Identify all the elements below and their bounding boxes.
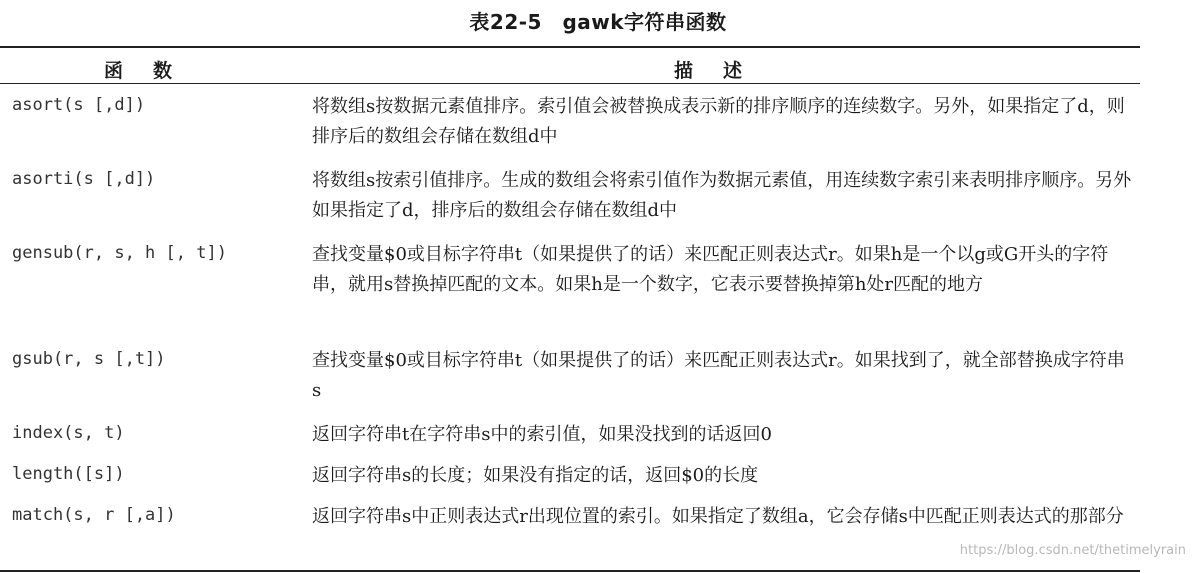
function-description: 返回字符串t在字符串s中的索引值，如果没找到的话返回0 xyxy=(312,424,772,445)
header-rule xyxy=(0,83,1140,84)
function-signature: asort(s [,d]) xyxy=(12,95,146,115)
function-description: 返回字符串s的长度；如果没有指定的话，返回$0的长度 xyxy=(312,465,759,486)
function-description: 返回字符串s中正则表达式r出现位置的索引。如果指定了数组a，它会存储s中匹配正则表达式的那部分 xyxy=(312,506,1124,527)
table-caption: 表22-5 gawk字符串函数 xyxy=(469,10,727,34)
watermark: https://blog.csdn.net/thetimelyrain xyxy=(959,543,1186,558)
header-description: 描述 xyxy=(674,60,773,82)
function-signature: index(s, t) xyxy=(12,423,125,443)
function-signature: gsub(r, s [,t]) xyxy=(12,349,166,369)
bottom-rule xyxy=(0,570,1140,572)
function-signature: length([s]) xyxy=(12,464,125,484)
function-description: 将数组s按数据元素值排序。索引值会被替换成表示新的排序顺序的连续数字。另外，如果指定了d，则排序后的数组会存储在数组d中 xyxy=(312,96,1125,147)
function-signature: gensub(r, s, h [, t]) xyxy=(12,243,227,263)
function-signature: asorti(s [,d]) xyxy=(12,169,156,189)
function-description: 查找变量$0或目标字符串t（如果提供了的话）来匹配正则表达式r。如果h是一个以g或G开头的字符串，就用s替换掉匹配的文本。如果h是一个数字，它表示要替换掉第h处r匹配的地方 xyxy=(312,244,1109,295)
function-description: 查找变量$0或目标字符串t（如果提供了的话）来匹配正则表达式r。如果找到了，就全部替换成字符串s xyxy=(312,350,1125,401)
top-rule xyxy=(0,46,1140,48)
header-function: 函数 xyxy=(104,60,203,82)
function-signature: match(s, r [,a]) xyxy=(12,505,176,525)
function-description: 将数组s按索引值排序。生成的数组会将索引值作为数据元素值，用连续数字索引来表明排序顺序。另外如果指定了d，排序后的数组会存储在数组d中 xyxy=(312,170,1132,221)
